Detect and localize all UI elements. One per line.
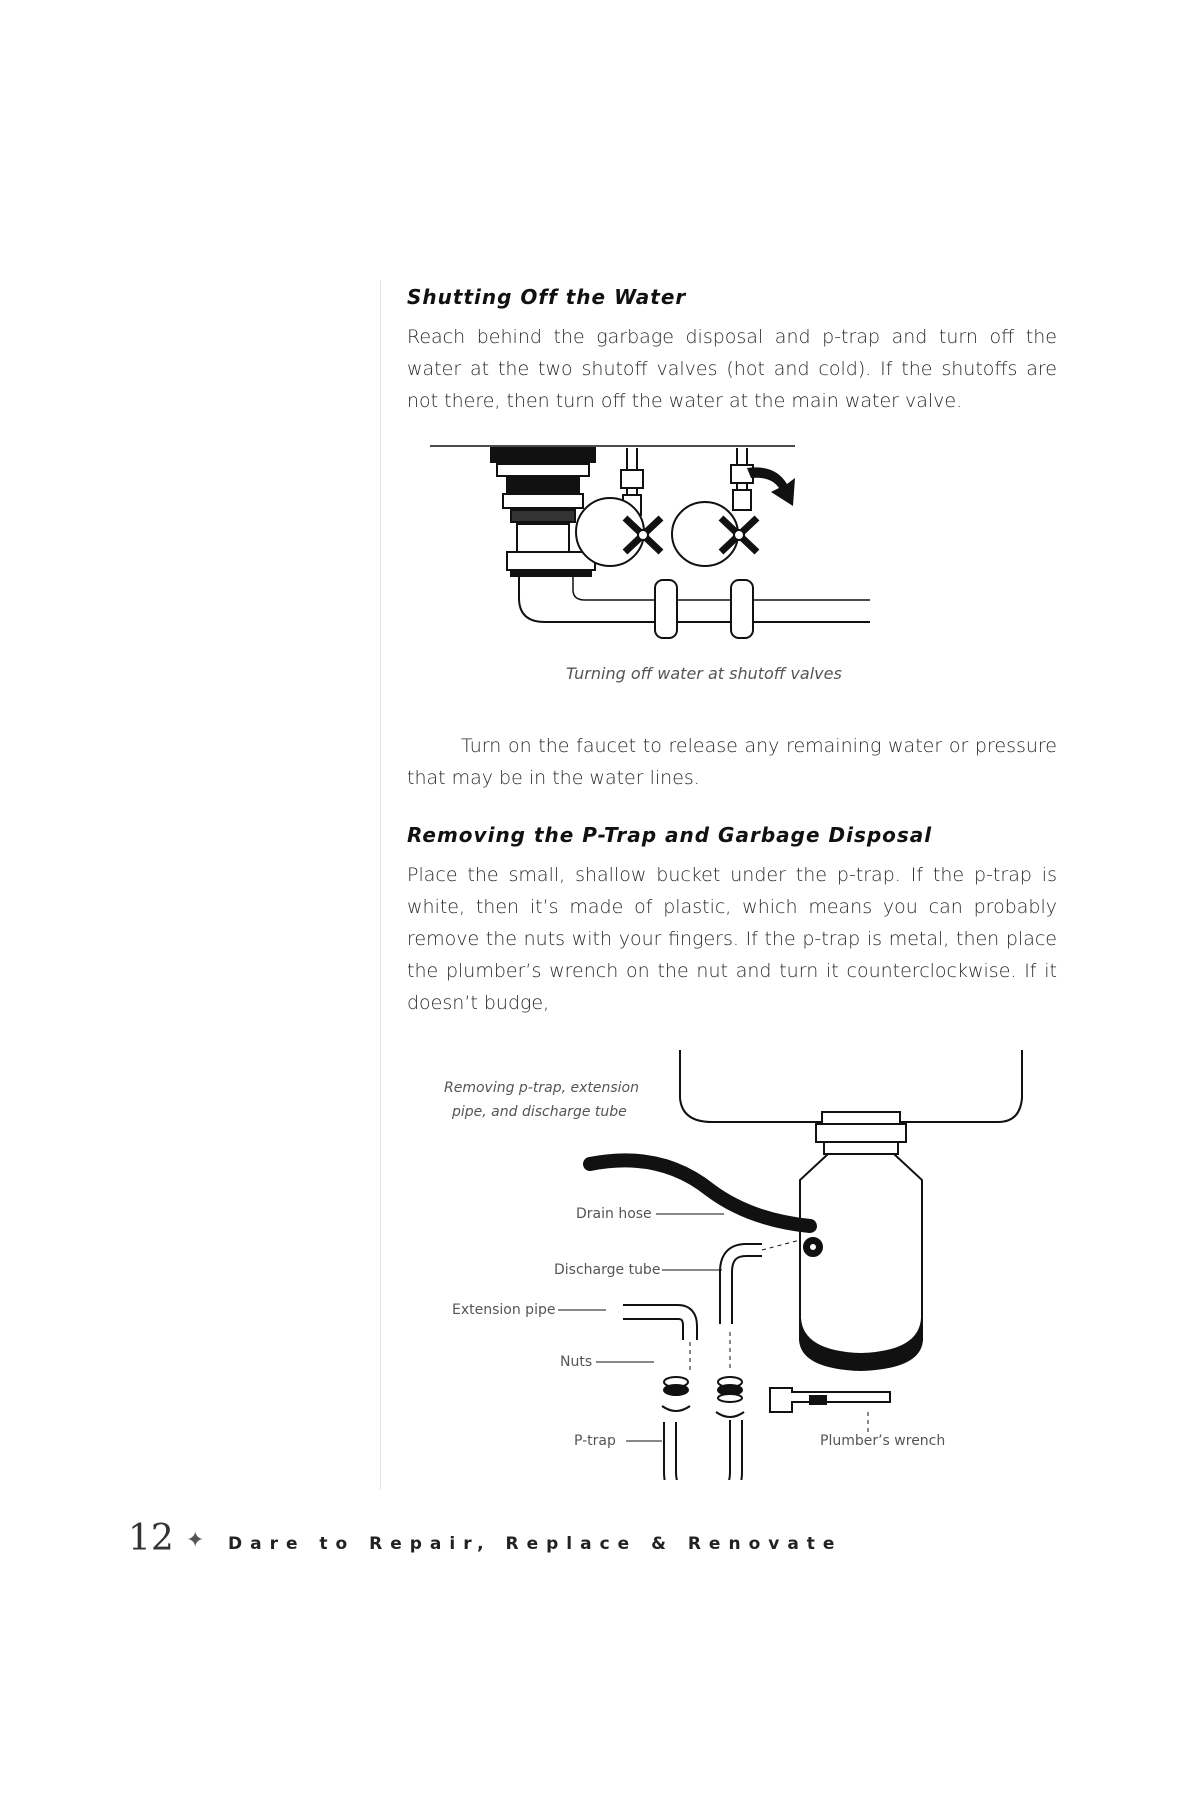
section-paragraph: Reach behind the garbage disposal and p-trap and turn off the water at the two shutoff valves (hot and cold). If the shutoffs are not there, then turn off the water at the main water valve.	[407, 326, 1057, 412]
caption-line-1: Removing p-trap, extension	[444, 1080, 639, 1096]
label-plumbers-wrench: Plumber’s wrench	[820, 1433, 946, 1449]
section-removing-p-trap	[407, 823, 1057, 1019]
section-heading: Shutting Off the Water	[407, 285, 687, 309]
section-heading: Removing the P-Trap and Garbage Disposal	[407, 823, 933, 847]
label-drain-hose: Drain hose	[576, 1206, 652, 1222]
margin-rule	[380, 280, 381, 1490]
star-ornament-icon: ✦	[186, 1528, 205, 1553]
p-trap-removal-illustration	[430, 1040, 1070, 1480]
label-extension-pipe: Extension pipe	[452, 1302, 556, 1318]
running-title: Dare to Repair, Replace & Renovate	[228, 1534, 843, 1554]
page-number: 12	[128, 1518, 174, 1559]
shutoff-valves-illustration	[425, 440, 885, 655]
section-paragraph: Place the small, shallow bucket under the p-trap. If the p-trap is white, then it’s made of plastic, which means you can probably remove the nuts with your fingers. If the p-trap is metal, then place the plumber’s wrench on the nut and turn it counterclockwise. If it doesn’t budge,	[407, 864, 1057, 1014]
faucet-paragraph: Turn on the faucet to release any remaining water or pressure that may be in the water lines.	[407, 735, 1057, 789]
figure-caption-shutoff: Turning off water at shutoff valves	[566, 664, 842, 683]
label-p-trap: P-trap	[574, 1433, 616, 1449]
faucet-paragraph-block	[407, 730, 1057, 794]
caption-line-2: pipe, and discharge tube	[452, 1104, 627, 1120]
label-discharge-tube: Discharge tube	[554, 1262, 661, 1278]
section-shutting-off-water	[407, 285, 1057, 417]
label-nuts: Nuts	[560, 1354, 593, 1370]
